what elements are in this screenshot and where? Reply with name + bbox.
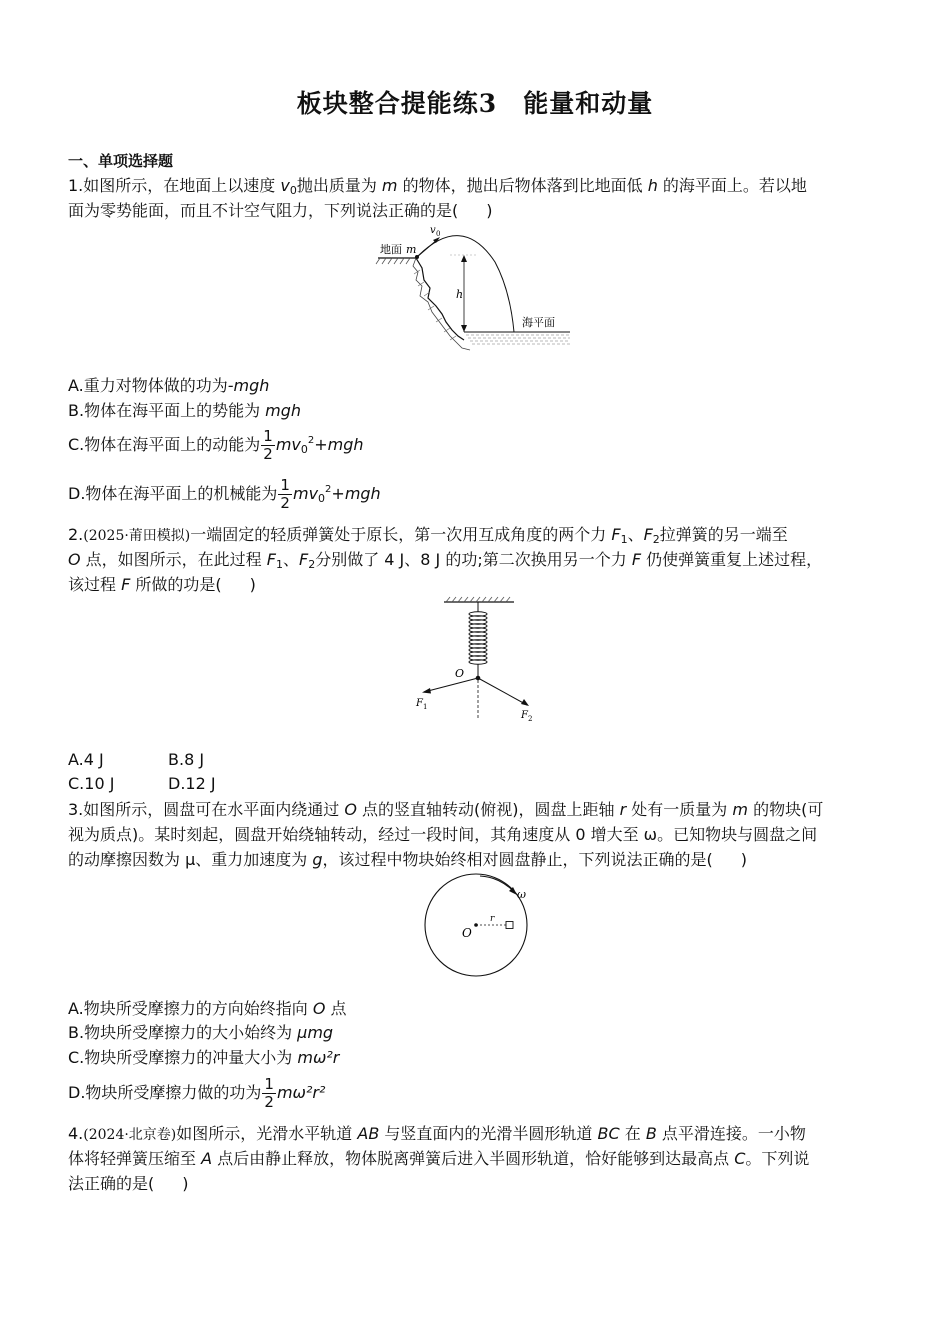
q3-option-b: B.物块所受摩擦力的大小始终为 μmg	[68, 1023, 334, 1042]
q2-stem-line1: 2.(2025·莆田模拟)一端固定的轻质弹簧处于原长，第一次用互成角度的两个力 $F_1$、$F_2$拉弹簧的另一端至	[68, 525, 788, 546]
q2-option-d-wrap	[168, 772, 216, 796]
q1-fig-sea-label: 海平面	[522, 316, 555, 329]
q1-stem-line1: 1.如图所示，在地面上以速度 $v_0$抛出质量为 m 的物体，抛出后物体落到比地面低 h 的海平面上。若以地	[68, 176, 807, 197]
q2-option-b-wrap	[168, 748, 204, 772]
q1-fig-v0-sub: 0	[436, 230, 441, 238]
page-title: 板块整合提能练3 能量和动量	[296, 89, 654, 118]
q3-disc-figure	[418, 870, 538, 980]
fraction: $\frac{1}{2}$	[280, 476, 290, 512]
q2-option-a: A.4 J	[68, 750, 104, 769]
q3-number: 3.	[68, 800, 84, 819]
q2-options-row2	[68, 772, 114, 796]
q2-stem-line2: O 点，如图所示，在此过程 $F_1$、$F_2$分别做了 4 J、8 J 的功;第二次换用另一个力 F 仍使弹簧重复上述过程，	[68, 550, 823, 571]
q1-stem-line2: 面为零势能面，而且不计空气阻力，下列说法正确的是( )	[68, 201, 493, 220]
q1-fig-ground-label: 地面	[380, 243, 402, 256]
svg-text:1: 1	[423, 703, 428, 711]
q1-option-a: A.重力对物体做的功为-mgh	[68, 376, 270, 395]
q1-option-b: B.物体在海平面上的势能为 mgh	[68, 401, 302, 420]
q1-cliff-figure	[370, 222, 580, 357]
q2-source: (2025·莆田模拟)	[83, 528, 191, 544]
q2-spring-figure	[410, 594, 550, 724]
q4-stem-line3: 法正确的是( )	[68, 1174, 189, 1193]
q3-fig-o-label: O	[462, 926, 472, 940]
q1-fig-v0-label: v	[430, 225, 436, 236]
q2-number: 2.	[68, 525, 84, 544]
q2-options-row1	[68, 748, 104, 772]
q2-fig-f1-label: F	[416, 698, 423, 709]
q2-stem-line3: 该过程 F 所做的功是( )	[68, 575, 256, 594]
q3-fig-omega-label: ω	[517, 888, 526, 901]
fraction: $\frac{1}{2}$	[263, 427, 273, 463]
q3-option-d: D.物块所受摩擦力做的功为 $\frac{1}{2}$ mω²r²	[68, 1075, 326, 1111]
fraction: $\frac{1}{2}$	[264, 1075, 274, 1111]
q3-option-a: A.物块所受摩擦力的方向始终指向 O 点	[68, 999, 347, 1018]
q3-fig-r-label: r	[490, 914, 495, 924]
section-heading: 一、单项选择题	[68, 152, 174, 170]
q1-number: 1.	[68, 176, 84, 195]
q1-fig-h-label: h	[456, 288, 464, 301]
q3-stem-line2: 视为质点)。某时刻起，圆盘开始绕轴转动，经过一段时间，其角速度从 0 增大至 ω。已知物块与圆盘之间	[68, 825, 818, 844]
q2-option-d: D.12 J	[168, 774, 216, 793]
q1-fig-m-label: m	[406, 243, 417, 256]
q4-stem-line1: 4.(2024·北京卷)如图所示，光滑水平轨道 AB 与竖直面内的光滑半圆形轨道 BC 在 B 点平滑连接。一小物	[68, 1124, 806, 1143]
q3-option-c: C.物块所受摩擦力的冲量大小为 mω²r	[68, 1048, 340, 1067]
q2-option-c: C.10 J	[68, 774, 115, 793]
q4-source: (2024·北京卷)	[83, 1127, 177, 1143]
q1-option-c: C.物体在海平面上的动能为 $\frac{1}{2}$ $mv_0^2+mgh$	[68, 427, 364, 463]
q4-number: 4.	[68, 1124, 84, 1143]
q2-fig-o-label: O	[455, 667, 465, 680]
q2-fig-f2-label: F	[521, 710, 528, 721]
q1-option-d: D.物体在海平面上的机械能为 $\frac{1}{2}$ $mv_0^2+mgh$	[68, 476, 381, 512]
svg-text:2: 2	[528, 715, 533, 723]
q4-stem-line2: 体将轻弹簧压缩至 A 点后由静止释放，物体脱离弹簧后进入半圆形轨道，恰好能够到达最高点 C。下列说	[68, 1149, 810, 1168]
q3-stem-line3: 的动摩擦因数为 μ、重力加速度为 g，该过程中物块始终相对圆盘静止，下列说法正确的是( )	[68, 850, 748, 869]
q2-option-b: B.8 J	[168, 750, 205, 769]
q3-stem-line1: 3.如图所示，圆盘可在水平面内绕通过 O 点的竖直轴转动(俯视)，圆盘上距轴 r 处有一质量为 m 的物块(可	[68, 800, 824, 819]
